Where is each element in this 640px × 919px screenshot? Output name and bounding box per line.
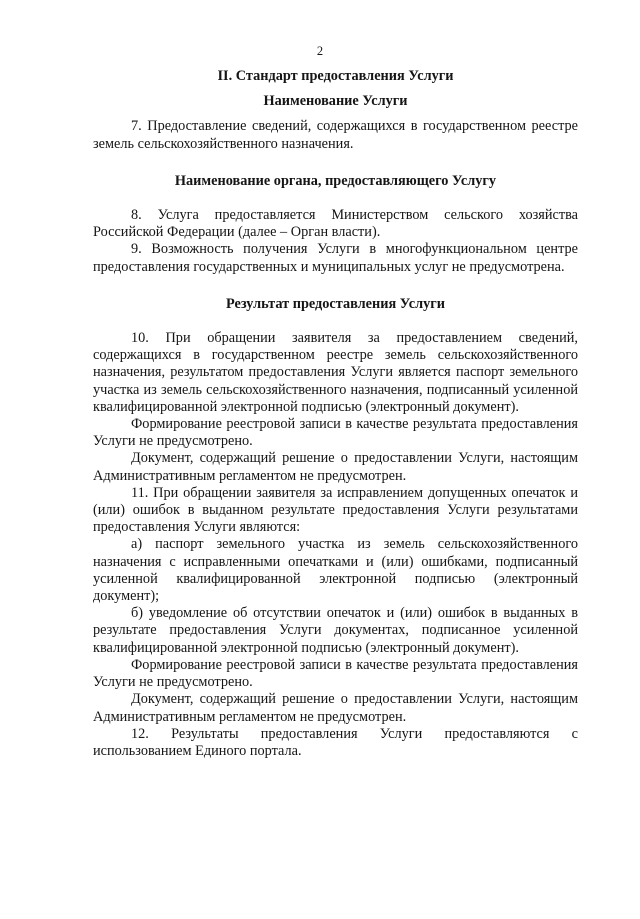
paragraph-11b: б) уведомление об отсутствии опечаток и (или) ошибок в выданных в результате предоставления Услуги документах, подписанное усиленной квалифицированной электронной подписью (электронный документ).: [93, 605, 578, 656]
section-title: II. Стандарт предоставления Услуги: [217, 68, 454, 84]
page-number: 2: [316, 44, 324, 58]
paragraph-10: 10. При обращении заявителя за предоставлением сведений, содержащихся в государственном реестре земель сельскохозяйственного назначения, результатом предоставления Услуги является паспорт земельного участка из земель сельскохозяйственного назначения, подписанный усиленной квалифицированной электронной подписью (электронный документ).: [93, 330, 578, 415]
paragraph-record-formation-2: Формирование реестровой записи в качестве результата предоставления Услуги не предусмотрено.: [93, 656, 578, 691]
paragraph-decision-document-2: Документ, содержащий решение о предоставлении Услуги, настоящим Административным регламентом не предусмотрен.: [93, 691, 578, 725]
paragraph-7: 7. Предоставление сведений, содержащихся в государственном реестре земель сельскохозяйственного назначения.: [93, 118, 578, 152]
heading-service-name: Наименование Услуги: [263, 93, 408, 110]
heading-authority: Наименование органа, предоставляющего Услугу: [174, 172, 497, 189]
document-body: [93, 68, 578, 760]
paragraph-11: 11. При обращении заявителя за исправлением допущенных опечаток и (или) ошибок в выданном результате предоставления Услуги результатами предоставления Услуги являются:: [93, 484, 578, 536]
paragraph-record-formation: Формирование реестровой записи в качестве результата предоставления Услуги не предусмотрено.: [93, 416, 578, 450]
paragraph-11a: а) паспорт земельного участка из земель сельскохозяйственного назначения с исправленными опечатками и (или) ошибками, подписанный усиленной квалифицированной электронной подписью (электронный документ);: [93, 536, 578, 605]
paragraph-decision-document: Документ, содержащий решение о предоставлении Услуги, настоящим Административным регламентом не предусмотрен.: [93, 450, 578, 484]
paragraph-9: 9. Возможность получения Услуги в многофункциональном центре предоставления государственных и муниципальных услуг не предусмотрена.: [93, 241, 578, 275]
paragraph-12: 12. Результаты предоставления Услуги предоставляются с использованием Единого портала.: [93, 725, 578, 759]
paragraph-8: 8. Услуга предоставляется Министерством сельского хозяйства Российской Федерации (далее – Орган власти).: [93, 207, 578, 241]
heading-result: Результат предоставления Услуги: [225, 295, 446, 312]
